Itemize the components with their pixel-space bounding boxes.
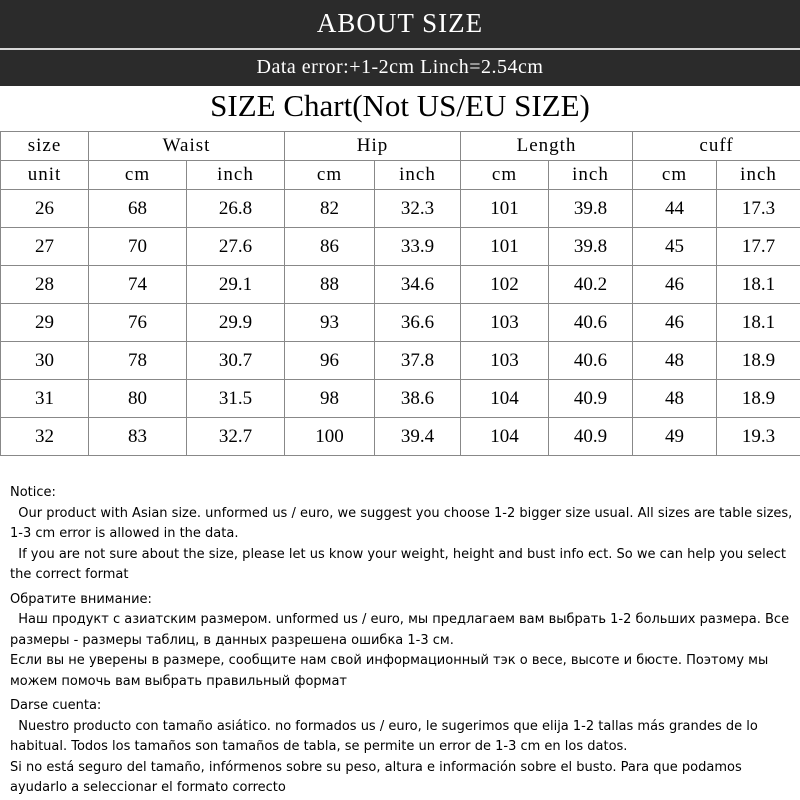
notice-heading-en: Notice: bbox=[10, 485, 56, 500]
value-cell: 36.6 bbox=[375, 304, 461, 342]
header-row-units bbox=[1, 161, 800, 190]
value-cell: 39.8 bbox=[549, 190, 633, 228]
header-length: Length bbox=[461, 132, 633, 161]
size-cell: 32 bbox=[1, 418, 89, 456]
value-cell: 96 bbox=[285, 342, 375, 380]
value-cell: 45 bbox=[633, 228, 717, 266]
notes-section bbox=[10, 483, 795, 799]
value-cell: 18.9 bbox=[717, 342, 800, 380]
value-cell: 101 bbox=[461, 228, 549, 266]
value-cell: 40.9 bbox=[549, 380, 633, 418]
unit-cell: cm bbox=[89, 161, 187, 190]
notice-text-es-2: Si no está seguro del tamaño, infórmenos sobre su peso, altura e información sobre el busto. Para que podamos ayudarlo a seleccionar el formato correcto bbox=[10, 759, 742, 795]
header-hip: Hip bbox=[285, 132, 461, 161]
value-cell: 46 bbox=[633, 304, 717, 342]
value-cell: 40.2 bbox=[549, 266, 633, 304]
unit-cell: inch bbox=[717, 161, 800, 190]
value-cell: 48 bbox=[633, 380, 717, 418]
value-cell: 98 bbox=[285, 380, 375, 418]
value-cell: 83 bbox=[89, 418, 187, 456]
value-cell: 88 bbox=[285, 266, 375, 304]
value-cell: 76 bbox=[89, 304, 187, 342]
value-cell: 17.7 bbox=[717, 228, 800, 266]
value-cell: 40.6 bbox=[549, 304, 633, 342]
notice-text-en-2: If you are not sure about the size, please let us know your weight, height and bust info ect. So we can help you select the correct format bbox=[10, 546, 791, 582]
table-row bbox=[1, 380, 800, 418]
size-cell: 31 bbox=[1, 380, 89, 418]
value-cell: 46 bbox=[633, 266, 717, 304]
value-cell: 68 bbox=[89, 190, 187, 228]
header-waist: Waist bbox=[89, 132, 285, 161]
size-table bbox=[0, 131, 800, 456]
notice-text-en-1: Our product with Asian size. unformed us / euro, we suggest you choose 1-2 bigger size usual. All sizes are table sizes, 1-3 cm error is allowed in the data. bbox=[10, 505, 797, 541]
value-cell: 18.1 bbox=[717, 266, 800, 304]
value-cell: 30.7 bbox=[187, 342, 285, 380]
value-cell: 29.9 bbox=[187, 304, 285, 342]
value-cell: 80 bbox=[89, 380, 187, 418]
size-cell: 30 bbox=[1, 342, 89, 380]
header-size: size bbox=[1, 132, 89, 161]
value-cell: 70 bbox=[89, 228, 187, 266]
unit-cell: inch bbox=[375, 161, 461, 190]
size-chart-title: SIZE Chart(Not US/EU SIZE) bbox=[210, 88, 590, 123]
value-cell: 40.9 bbox=[549, 418, 633, 456]
notice-heading-ru: Обратите внимание: bbox=[10, 591, 152, 607]
notice-text-ru-2: Если вы не уверены в размере, сообщите нам свой информационный тэк о весе, высоте и бюсте. Поэтому мы можем помочь вам выбрать правильный формат bbox=[10, 653, 769, 689]
unit-cell: cm bbox=[285, 161, 375, 190]
value-cell: 93 bbox=[285, 304, 375, 342]
value-cell: 40.6 bbox=[549, 342, 633, 380]
value-cell: 38.6 bbox=[375, 380, 461, 418]
value-cell: 19.3 bbox=[717, 418, 800, 456]
value-cell: 102 bbox=[461, 266, 549, 304]
value-cell: 86 bbox=[285, 228, 375, 266]
value-cell: 29.1 bbox=[187, 266, 285, 304]
value-cell: 103 bbox=[461, 342, 549, 380]
value-cell: 18.1 bbox=[717, 304, 800, 342]
banner-title: ABOUT SIZE bbox=[316, 8, 484, 38]
size-table-body bbox=[1, 190, 800, 456]
value-cell: 48 bbox=[633, 342, 717, 380]
banner-subtitle: Data error:+1-2cm Linch=2.54cm bbox=[256, 56, 544, 78]
value-cell: 26.8 bbox=[187, 190, 285, 228]
unit-cell: inch bbox=[549, 161, 633, 190]
value-cell: 100 bbox=[285, 418, 375, 456]
value-cell: 31.5 bbox=[187, 380, 285, 418]
value-cell: 82 bbox=[285, 190, 375, 228]
table-row bbox=[1, 304, 800, 342]
value-cell: 44 bbox=[633, 190, 717, 228]
value-cell: 32.7 bbox=[187, 418, 285, 456]
header-unit: unit bbox=[1, 161, 89, 190]
value-cell: 39.4 bbox=[375, 418, 461, 456]
value-cell: 78 bbox=[89, 342, 187, 380]
table-row bbox=[1, 342, 800, 380]
about-size-banner bbox=[0, 0, 800, 86]
value-cell: 17.3 bbox=[717, 190, 800, 228]
unit-cell: inch bbox=[187, 161, 285, 190]
value-cell: 18.9 bbox=[717, 380, 800, 418]
value-cell: 101 bbox=[461, 190, 549, 228]
size-cell: 26 bbox=[1, 190, 89, 228]
value-cell: 33.9 bbox=[375, 228, 461, 266]
notice-text-ru-1: Наш продукт с азиатским размером. unformed us / euro, мы предлагаем вам выбрать 1-2 больших размера. Все размеры - размеры таблиц, в данных разрешена ошибка 1-3 см. bbox=[10, 612, 794, 648]
value-cell: 34.6 bbox=[375, 266, 461, 304]
size-cell: 29 bbox=[1, 304, 89, 342]
value-cell: 32.3 bbox=[375, 190, 461, 228]
value-cell: 103 bbox=[461, 304, 549, 342]
header-row-groups bbox=[1, 132, 800, 161]
table-row bbox=[1, 228, 800, 266]
table-row bbox=[1, 266, 800, 304]
value-cell: 104 bbox=[461, 380, 549, 418]
table-row bbox=[1, 190, 800, 228]
value-cell: 27.6 bbox=[187, 228, 285, 266]
size-cell: 28 bbox=[1, 266, 89, 304]
banner-divider bbox=[0, 48, 800, 50]
value-cell: 74 bbox=[89, 266, 187, 304]
notice-text-es-1: Nuestro producto con tamaño asiático. no formados us / euro, le sugerimos que elija 1-2 tallas más grandes de lo habitual. Todos los tamaños son tamaños de tabla, se permite un error de 1-3 cm en los datos. bbox=[10, 718, 763, 754]
unit-cell: cm bbox=[633, 161, 717, 190]
value-cell: 39.8 bbox=[549, 228, 633, 266]
header-cuff: cuff bbox=[633, 132, 800, 161]
size-cell: 27 bbox=[1, 228, 89, 266]
table-row bbox=[1, 418, 800, 456]
value-cell: 104 bbox=[461, 418, 549, 456]
unit-cell: cm bbox=[461, 161, 549, 190]
value-cell: 37.8 bbox=[375, 342, 461, 380]
notice-heading-es: Darse cuenta: bbox=[10, 698, 102, 713]
value-cell: 49 bbox=[633, 418, 717, 456]
